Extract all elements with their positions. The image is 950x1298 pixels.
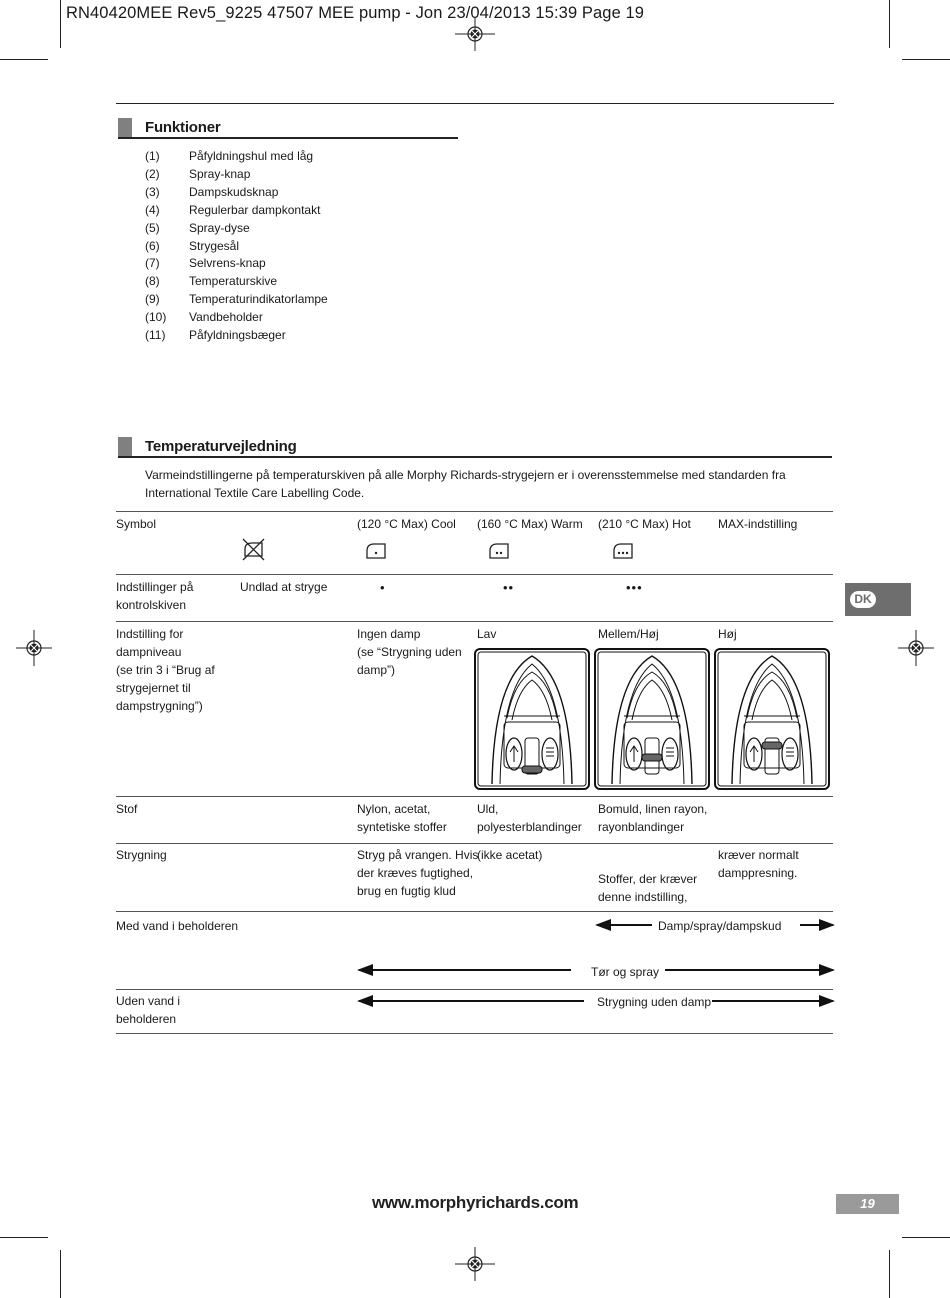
dial-hot-dots: ••• (626, 580, 643, 595)
iron-two-dots-icon (488, 540, 510, 560)
list-item-number: (11) (145, 328, 166, 343)
with-water-arrow2-label: Tør og spray (591, 965, 660, 979)
arrow-right (712, 1000, 833, 1002)
dial-cool-dots: • (380, 580, 386, 595)
section-marker (118, 437, 132, 456)
dial-warm-dots: •• (503, 580, 515, 595)
table-rule (116, 911, 833, 912)
registration-mark-left (16, 630, 52, 666)
fabric-warm: Uld, polyesterblandinger (477, 802, 582, 834)
dial-row-label: Indstillinger på kontrolskiven (116, 580, 194, 612)
language-badge: DK (845, 583, 911, 616)
ironing-hot: Stoffer, der kræver denne indstilling, (598, 872, 698, 904)
steam-max: Høj (718, 627, 737, 641)
registration-mark-right (898, 630, 934, 666)
steam-hot: Mellem/Høj (598, 627, 659, 641)
header-cool: (120 °C Max) Cool (357, 517, 456, 531)
ironing-warm: (ikke acetat) (477, 848, 543, 862)
steam-medium-high-illustration (594, 648, 710, 790)
arrow-left (359, 1000, 584, 1002)
list-item (145, 166, 328, 184)
arrow-right (800, 924, 833, 926)
registration-mark-bottom (455, 1247, 495, 1281)
ironing-max: kræver normalt damppresning. (718, 848, 799, 880)
print-header: RN40420MEE Rev5_9225 47507 MEE pump - Jon 23/04/2013 15:39 Page 19 (66, 4, 645, 22)
table-rule (116, 1033, 833, 1034)
table-rule (116, 843, 833, 844)
with-water-label: Med vand i beholderen (116, 919, 239, 933)
list-item (145, 273, 328, 291)
without-water-label: Uden vand i beholderen (116, 994, 181, 1026)
list-item-label: Regulerbar dampkontakt (189, 202, 321, 217)
ironing-cool: Stryg på vrangen. Hvis der kræves fugtighed, brug en fugtig klud (357, 848, 479, 898)
iron-three-dots-icon (612, 540, 634, 560)
list-item-label: Påfyldningshul med låg (189, 149, 314, 163)
list-item-number: (7) (145, 256, 160, 271)
steam-row-label: Indstilling for dampniveau (se trin 3 i “Brug af strygejernet til dampstrygning”) (116, 627, 215, 713)
page-number: 19 (836, 1194, 899, 1214)
list-item-label: Spray-dyse (189, 220, 250, 235)
dial-no-iron: Undlad at stryge (240, 580, 328, 594)
table-rule (116, 621, 833, 622)
list-item-label: Dampskudsknap (189, 184, 279, 199)
steam-low-illustration (474, 648, 590, 790)
ironing-row-label: Strygning (116, 848, 167, 862)
without-water-arrow-label: Strygning uden damp (597, 995, 712, 1009)
list-item (145, 148, 328, 166)
arrow-right (665, 969, 833, 971)
arrow-left (597, 924, 652, 926)
header-max: MAX-indstilling (718, 517, 798, 531)
steam-warm: Lav (477, 627, 497, 641)
list-item-label: Selvrens-knap (189, 256, 266, 271)
table-rule (116, 796, 833, 797)
do-not-iron-icon (241, 537, 265, 561)
fabric-hot: Bomuld, linen rayon, rayonblandinger (598, 802, 708, 834)
table-rule (116, 574, 833, 575)
header-warm: (160 °C Max) Warm (477, 517, 583, 531)
steam-cool: Ingen damp (se “Strygning uden damp”) (357, 627, 462, 677)
list-item-label: Påfyldningsbæger (189, 328, 286, 343)
header-hot: (210 °C Max) Hot (598, 517, 691, 531)
functions-title: Funktioner (145, 119, 221, 136)
with-water-arrow1-label: Damp/spray/dampskud (658, 919, 782, 933)
list-item (145, 238, 328, 256)
header-symbol: Symbol (116, 517, 157, 531)
list-item-number: (5) (145, 220, 160, 235)
section-marker (118, 118, 132, 137)
table-rule (116, 511, 833, 512)
list-item-label: Spray-knap (189, 166, 251, 181)
section-rule (118, 137, 458, 139)
list-item-number: (3) (145, 184, 160, 199)
footer-url: www.morphyrichards.com (372, 1193, 579, 1212)
list-item-number: (6) (145, 238, 160, 253)
list-item-label: Temperaturindikatorlampe (189, 292, 328, 307)
registration-mark-top (455, 17, 495, 51)
table-rule (116, 989, 833, 990)
functions-list (145, 148, 328, 345)
arrow-left (359, 969, 571, 971)
temperature-title: Temperaturvejledning (145, 438, 297, 455)
temperature-intro: Varmeindstillingerne på temperaturskiven på alle Morphy Richards-strygejern er i overensstemmelse med standarden fra International Textile Care Labelling Code. (145, 468, 786, 500)
list-item-number: (9) (145, 292, 160, 307)
steam-high-illustration (714, 648, 830, 790)
list-item (145, 220, 328, 238)
list-item-label: Strygesål (189, 238, 240, 253)
list-item (145, 202, 328, 220)
list-item (145, 291, 328, 309)
list-item (145, 255, 328, 273)
list-item (145, 327, 328, 345)
list-item-number: (10) (145, 310, 167, 325)
list-item (145, 184, 328, 202)
list-item-number: (4) (145, 202, 160, 217)
list-item-number: (1) (145, 149, 160, 163)
list-item (145, 309, 328, 327)
fabric-row-label: Stof (116, 802, 138, 816)
list-item-label: Temperaturskive (189, 274, 278, 289)
iron-one-dot-icon (365, 540, 387, 560)
list-item-label: Vandbeholder (189, 310, 263, 325)
top-rule (116, 103, 834, 104)
list-item-number: (8) (145, 274, 160, 289)
list-item-number: (2) (145, 166, 160, 181)
section-rule (118, 456, 832, 458)
fabric-cool: Nylon, acetat, syntetiske stoffer (357, 802, 447, 834)
